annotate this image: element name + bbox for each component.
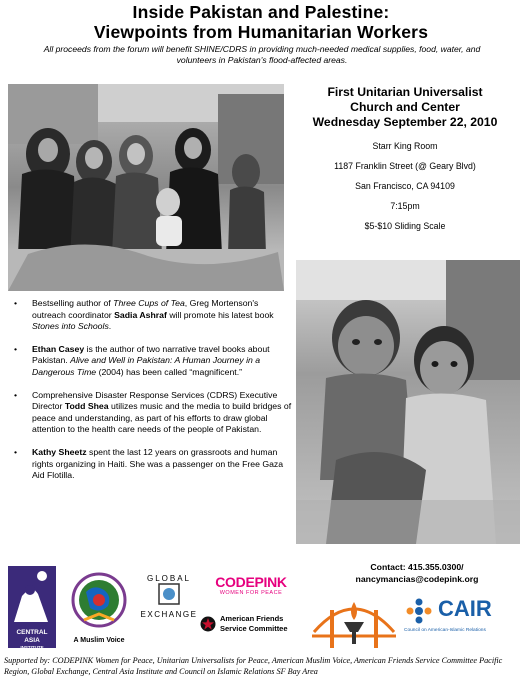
cair-subtext: Council on American-Islamic Relations [404, 628, 486, 633]
title-line-2: Viewpoints from Humanitarian Workers [93, 22, 429, 42]
global-exchange-text-1: GLOBAL [146, 574, 191, 583]
codepink-logo [208, 574, 294, 604]
speaker-name: Sadia Ashraf [114, 309, 167, 320]
speaker-item-kathy-sheetz: • Kathy Sheetz spent the last 12 years on grassroots and human rights organizing in Haiti. She was a passenger on the Free Gaza Aid Flotilla. [14, 446, 284, 481]
photo-women-group-image [8, 84, 284, 291]
global-exchange-text-2: EXCHANGE [140, 610, 198, 619]
afsc-text-1: American Friends [220, 614, 284, 623]
photo-children-image [296, 260, 520, 544]
cair-logo [402, 594, 520, 644]
globe-square-icon [158, 583, 180, 605]
globe-icon [64, 570, 134, 632]
book-title: Stones into Schools [32, 321, 109, 332]
afsc-logo [200, 612, 300, 640]
title-line-1: Inside Pakistan and Palestine: [132, 2, 390, 22]
contact-phone: Contact: 415.355.0300/ [370, 562, 464, 572]
photo-children [296, 260, 520, 544]
venue-city: San Francisco, CA 94109 [355, 181, 455, 191]
bullet-icon: • [14, 446, 18, 457]
speaker-item-sadia-ashraf: • Bestselling author of Three Cups of Tea, Greg Mortenson's outreach coordinator Sadia Ashraf will promote his latest book Stones into Schools. [14, 298, 274, 332]
central-asia-institute-logo [8, 566, 56, 648]
flyer-title [0, 2, 522, 42]
central-asia-text-1: CENTRAL [16, 629, 48, 636]
mountain-figure-icon [8, 566, 56, 624]
venue-room: Starr King Room [372, 141, 438, 151]
central-asia-text-2: ASIA [24, 636, 40, 644]
photo-women-group [8, 84, 284, 291]
contact-info [318, 561, 516, 585]
subtitle: All proceeds from the forum will benefit SHINE/CDRS in providing much-needed medical supplies, food, water, and volunteers in Pakistan's flood-affected areas. [43, 44, 481, 65]
central-asia-text-3: INSTITUTE [20, 645, 44, 650]
bullet-icon: • [14, 298, 18, 308]
book-title: Three Cups of Tea [113, 298, 185, 308]
cair-text: CAIR [438, 596, 492, 621]
event-time: 7:15pm [390, 201, 420, 211]
venue-name-line-2: Church and Center [350, 100, 460, 114]
book-title: Alive and Well in Pakistan: A Human Journey in a Dangerous Time [32, 355, 261, 377]
speaker-item-ethan-casey: • Ethan Casey is the author of two narrative travel books about Pakistan. Alive and Well in Pakistan: A Human Journey in a Dangerous Time (2004) has been called “magnificent.” [14, 343, 270, 377]
speaker-name: Todd Shea [64, 401, 109, 412]
speaker-name: Ethan Casey [32, 343, 85, 354]
bullet-icon: • [14, 389, 18, 400]
venue-info [290, 85, 520, 232]
contact-email[interactable]: nancymancias@codepink.org [355, 574, 479, 584]
speaker-list [14, 298, 292, 493]
bullet-icon: • [14, 343, 18, 354]
global-exchange-logo [138, 574, 200, 638]
muslim-voice-text: A Muslim Voice [73, 637, 125, 644]
afsc-text-2: Service Committee [220, 624, 288, 633]
venue-name-line-1: First Unitarian Universalist [327, 85, 483, 99]
speaker-name: Kathy Sheetz [32, 446, 87, 457]
event-date: Wednesday September 22, 2010 [312, 115, 498, 129]
venue-street: 1187 Franklin Street (@ Geary Blvd) [334, 161, 476, 171]
supporters-footer: Supported by: CODEPINK Women for Peace, Unitarian Universalists for Peace, American Muslim Voice, American Friends Service Committee Pacific Region, Global Exchange, Central Asia Institute and Council on Islamic Relations SF Bay Area [4, 656, 503, 676]
codepink-text: CODEPINK [215, 574, 287, 590]
unitarian-universalists-logo [312, 592, 396, 650]
american-muslim-voice-logo [64, 570, 134, 650]
chalice-bridge-icon [312, 592, 396, 650]
speaker-item-todd-shea: • Comprehensive Disaster Response Services (CDRS) Executive Director Todd Shea utilizes music and the media to build bridges of peace and understanding, as part of his efforts to draw global attention to the health care needs of the people of Pakistan. [14, 389, 292, 435]
cair-emblem-icon [404, 596, 434, 626]
codepink-subtext: WOMEN FOR PEACE [219, 590, 283, 596]
ticket-price: $5-$10 Sliding Scale [364, 221, 446, 231]
star-icon [200, 616, 216, 632]
